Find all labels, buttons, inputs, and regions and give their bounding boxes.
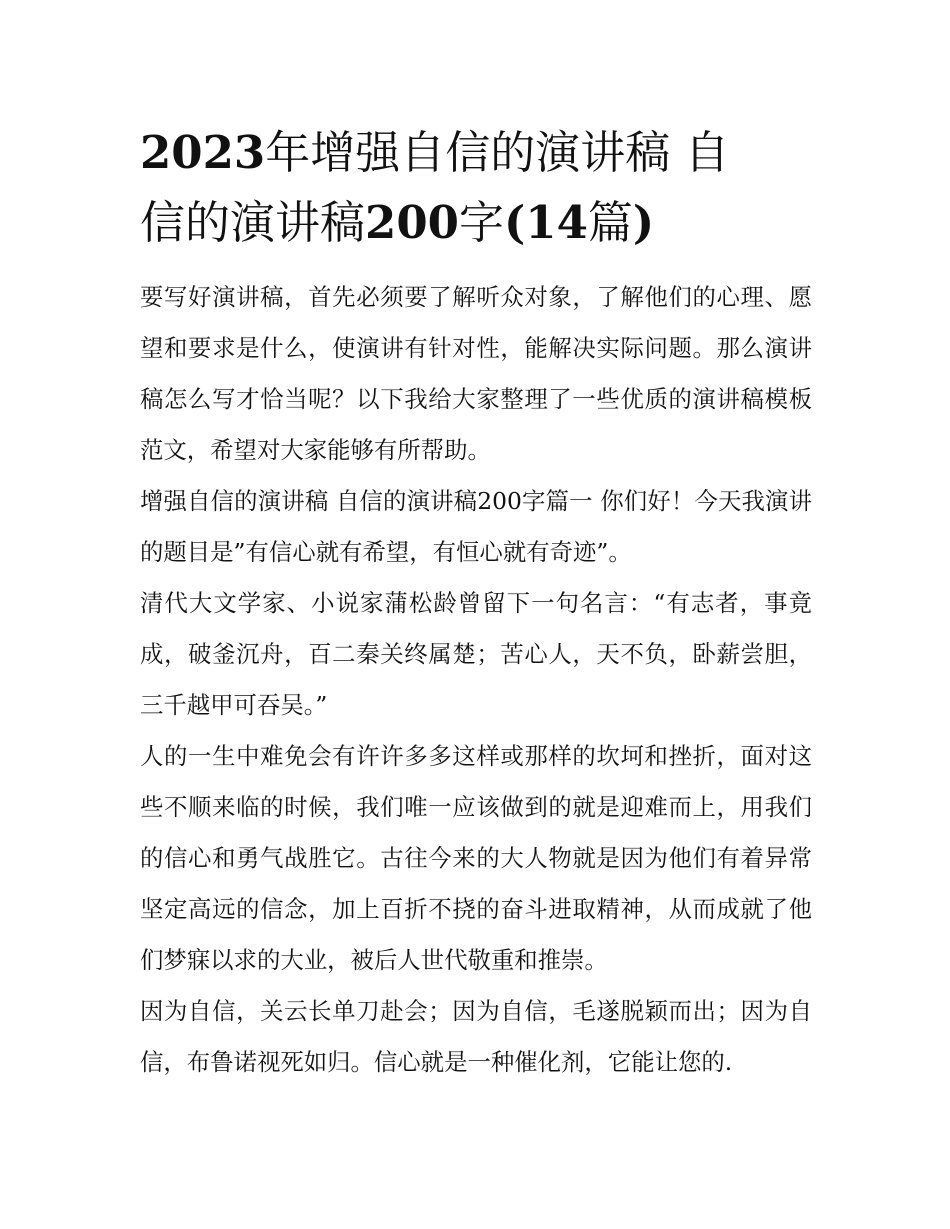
paragraph-adversity: 人的一生中难免会有许许多多这样或那样的坎坷和挫折，面对这些不顺来临的时候，我们唯一应该做到的就是迎难而上，用我们的信心和勇气战胜它。古往今来的大人物就是因为他们有着异常坚定高远的信念，加上百折不挠的奋斗进取精神，从而成就了他们梦寐以求的大业，被后人世代敬重和推崇。 xyxy=(140,742,812,974)
title-line-2: 信的演讲稿200字(14篇) xyxy=(140,196,655,249)
document-body xyxy=(140,272,812,1088)
title-line-1: 2023年增强自信的演讲稿 自 xyxy=(140,126,730,179)
document-page xyxy=(140,118,812,1088)
paragraph-confidence: 因为自信，关云长单刀赴会；因为自信，毛遂脱颖而出；因为自信，布鲁诺视死如归。信心就是一种催化剂，它能让您的. xyxy=(140,997,812,1076)
document-title xyxy=(140,118,812,258)
paragraph-intro: 要写好演讲稿，首先必须要了解听众对象，了解他们的心理、愿望和要求是什么，使演讲有针对性，能解决实际问题。那么演讲稿怎么写才恰当呢？以下我给大家整理了一些优质的演讲稿模板范文，希望对大家能够有所帮助。 xyxy=(140,283,812,464)
paragraph-quote: 清代大文学家、小说家蒲松龄曾留下一句名言：“有志者，事竟成，破釜沉舟，百二秦关终属楚；苦心人，天不负，卧薪尝胆，三千越甲可吞吴。” xyxy=(140,589,812,719)
paragraph-speech-opening: 增强自信的演讲稿 自信的演讲稿200字篇一 你们好！今天我演讲的题目是”有信心就有希望，有恒心就有奇迹”。 xyxy=(140,487,812,566)
